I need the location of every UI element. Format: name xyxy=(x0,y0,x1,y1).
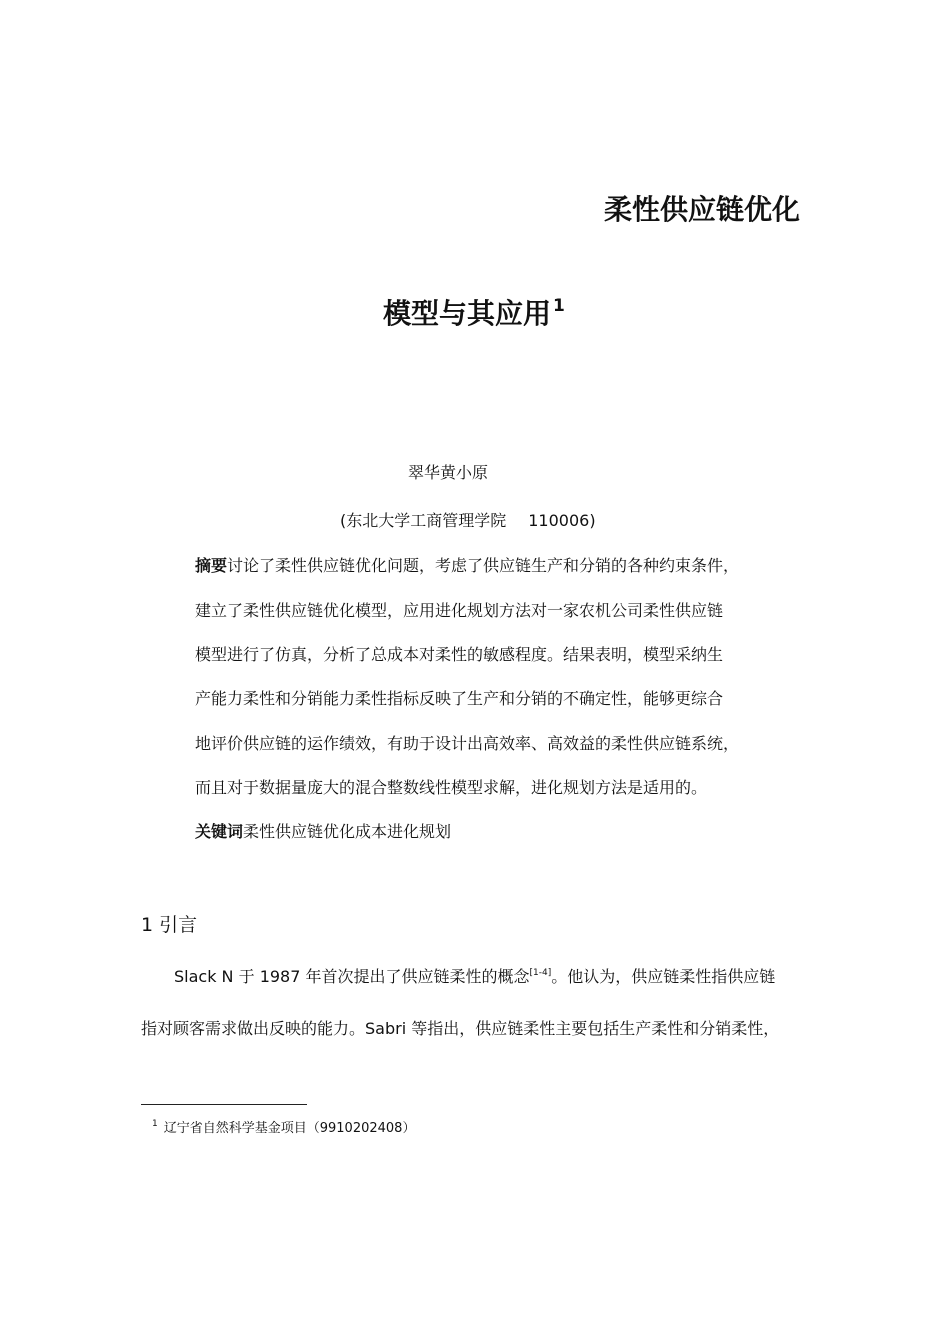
keywords xyxy=(195,819,451,842)
abstract-line: 地评价供应链的运作绩效，有助于设计出高效率、高效益的柔性供应链系统， xyxy=(195,734,740,753)
section-heading: 1 引言 xyxy=(141,914,198,936)
affiliation xyxy=(340,508,596,531)
keywords-text: 柔性供应链优化成本进化规划 xyxy=(243,822,452,841)
title-line-2 xyxy=(383,292,565,332)
keywords-label: 关键词 xyxy=(195,822,244,841)
body-text: 。他认为，供应链柔性指供应链 xyxy=(551,967,776,986)
abstract-line: 模型进行了仿真，分析了总成本对柔性的敏感程度。结果表明，模型采纳生 xyxy=(195,645,724,664)
affiliation-postcode: 110006) xyxy=(528,511,596,530)
abstract-text: 讨论了柔性供应链优化问题，考虑了供应链生产和分销的各种约束条件， xyxy=(227,556,740,575)
title-line-2-text: 模型与其应用 xyxy=(383,297,552,330)
footnote xyxy=(152,1117,415,1136)
citation: [1-4] xyxy=(529,968,552,978)
body-text: Slack N 于 1987 年首次提出了供应链柔性的概念 xyxy=(174,967,530,986)
title-footnote-mark: 1 xyxy=(553,296,565,316)
body-paragraph-line: 指对顾客需求做出反映的能力。Sabri 等指出，供应链柔性主要包括生产柔性和分销柔性， xyxy=(141,1019,780,1038)
footnote-mark: 1 xyxy=(152,1119,158,1129)
abstract-line: 产能力柔性和分销能力柔性指标反映了生产和分销的不确定性，能够更综合 xyxy=(195,689,724,708)
title-line-1: 柔性供应链优化 xyxy=(604,193,801,226)
authors: 翠华黄小原 xyxy=(408,463,489,482)
body-paragraph-line xyxy=(174,964,775,987)
affiliation-institution: (东北大学工商管理学院 xyxy=(340,511,507,530)
abstract-line: 而且对于数据量庞大的混合整数线性模型求解，进化规划方法是适用的。 xyxy=(195,778,708,797)
footnote-rule xyxy=(141,1104,307,1105)
abstract-label: 摘要 xyxy=(195,556,228,575)
abstract-line xyxy=(195,553,739,576)
abstract-line: 建立了柔性供应链优化模型，应用进化规划方法对一家农机公司柔性供应链 xyxy=(195,601,724,620)
footnote-text: 辽宁省自然科学基金项目（9910202408） xyxy=(163,1121,416,1136)
